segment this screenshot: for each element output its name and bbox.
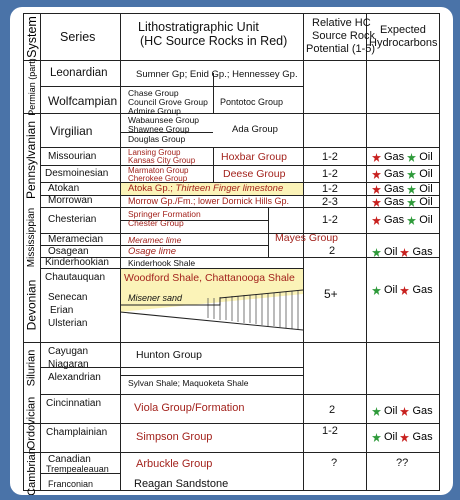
system-pennsylvanian: Pennsylvanian [24,120,39,200]
hc-gas-label: Gas [384,151,405,163]
unit-admire: Admire Group [128,106,181,116]
system-permian: Permian (part) [26,58,37,116]
hc-woodford [372,284,433,296]
series-meramecian: Meramecian [48,234,104,245]
series-cayugan: Cayugan [48,346,89,357]
hc-oil-label: Oil [384,405,398,417]
gas-star-icon [372,198,381,207]
hc-atokan [372,183,433,195]
series-erian: Erian [50,305,74,316]
system-devonian: Devonian [24,279,39,331]
hc-oil-label: Oil [419,196,433,208]
unit-wabaunsee: Wabaunsee Group [128,115,200,125]
header-unit-line2: (HC Source Rocks in Red) [140,34,288,48]
hc-gas-label: Gas [412,246,433,258]
hc-arbuckle: ?? [396,457,409,469]
oil-star-icon [407,153,416,162]
unit-council-grove: Council Grove Group [128,97,208,107]
unit-douglas: Douglas Group [128,134,186,144]
series-canadian: Canadian [48,454,91,465]
header-series: Series [60,30,96,44]
gas-star-icon [372,216,381,225]
hc-oil-label: Oil [384,431,398,443]
oil-star-icon [407,185,416,194]
oil-star-icon [407,170,416,179]
series-chesterian: Chesterian [48,214,97,225]
hc-morrowan [372,196,433,208]
oil-star-icon [372,433,381,442]
series-trempealeauan: Trempealeauan [46,464,109,474]
unit-kinderhook: Kinderhook Shale [128,258,196,268]
header-potential-line1: Relative HC [312,17,371,29]
potential-woodford: 5+ [324,287,338,301]
header-expected-line1: Expected [380,24,426,36]
series-leonardian: Leonardian [50,67,108,79]
hc-gas-label: Gas [384,168,405,180]
hc-chesterian [372,214,433,226]
unit-deese: Deese Group [223,168,286,180]
potential-desmoinesian: 1-2 [322,168,338,180]
unit-reagan: Reagan Sandstone [134,478,229,490]
potential-missourian: 1-2 [322,151,338,163]
series-atokan: Atokan [48,183,80,194]
unit-atoka-group: Atoka Gp.; [128,183,176,194]
series-cincinnatian: Cincinnatian [46,398,102,409]
unit-lansing: Lansing Group [128,148,181,157]
unit-shawnee: Shawnee Group [128,124,190,134]
series-champlainian: Champlainian [46,427,108,438]
gas-star-icon [372,153,381,162]
unit-atoka [128,184,283,194]
series-missourian: Missourian [48,151,97,162]
hc-viola [372,405,433,417]
hc-simpson [372,431,433,443]
oil-star-icon [372,407,381,416]
hc-gas-label: Gas [412,405,433,417]
unit-kansas-city: Kansas City Group [128,156,196,165]
potential-osagean: 2 [329,245,336,257]
series-ulsterian: Ulsterian [48,318,88,329]
series-wolfcampian: Wolfcampian [48,94,118,108]
unit-chase: Chase Group [128,88,179,98]
gas-star-icon [400,407,409,416]
unit-osage: Osage lime [128,246,177,257]
system-ordovician: Ordovician [25,396,38,450]
unit-springer: Springer Formation [128,209,201,219]
series-kinderhookian: Kinderhookian [45,257,109,268]
unit-woodford: Woodford Shale, Chattanooga Shale [124,272,295,284]
header-system: System [24,15,39,58]
hc-osagean [372,246,433,258]
hc-oil-label: Oil [419,183,433,195]
series-osagean: Osagean [48,246,89,257]
system-mississippian: Mississippian [26,207,37,268]
gas-star-icon [372,185,381,194]
stratigraphic-chart [10,7,453,495]
system-silurian: Silurian [25,349,38,387]
series-senecan: Senecan [48,292,88,303]
oil-star-icon [407,198,416,207]
unit-hoxbar: Hoxbar Group [221,151,287,163]
unit-sylvan: Sylvan Shale; Maquoketa Shale [128,378,249,388]
series-alexandrian: Alexandrian [48,372,101,383]
series-franconian: Franconian [48,479,94,489]
potential-simpson: 1-2 [322,425,338,437]
header-expected-line2: Hydrocarbons [369,37,438,49]
oil-star-icon [372,248,381,257]
unit-misener: Misener sand [128,293,183,303]
unit-hunton: Hunton Group [136,349,202,361]
unit-marmaton: Marmaton Group [128,166,189,175]
hc-missourian [372,151,433,163]
system-cambrian: Cambrian [25,447,38,495]
potential-chesterian: 1-2 [322,214,338,226]
gas-star-icon [400,433,409,442]
oil-star-icon [407,216,416,225]
unit-viola: Viola Group/Formation [134,402,245,414]
unit-meramec: Meramec lime [128,235,182,245]
gas-star-icon [400,248,409,257]
unit-arbuckle: Arbuckle Group [136,458,213,470]
unit-thirteen-finger: Thirteen Finger limestone [175,183,284,194]
hc-gas-label: Gas [412,284,433,296]
unit-simpson: Simpson Group [136,431,213,443]
series-desmoinesian: Desmoinesian [45,168,109,179]
header-unit-line1: Lithostratigraphic Unit [138,20,259,34]
unit-cherokee: Cherokee Group [128,174,188,183]
unit-ada: Ada Group [232,124,278,135]
hc-gas-label: Gas [384,214,405,226]
oil-star-icon [372,286,381,295]
unit-morrow: Morrow Gp./Fm.; lower Dornick Hills Gp. [128,196,290,206]
unit-chester: Chester Group [128,218,184,228]
hc-oil-label: Oil [384,284,398,296]
hc-gas-label: Gas [412,431,433,443]
hc-gas-label: Gas [384,196,405,208]
hc-oil-label: Oil [419,151,433,163]
hc-oil-label: Oil [419,168,433,180]
potential-arbuckle: ? [331,457,338,469]
header-potential-line2: Source Rock [312,30,375,42]
hc-desmoinesian [372,168,433,180]
series-chautauquan: Chautauquan [45,272,106,283]
potential-viola: 2 [329,404,336,416]
series-virgilian: Virgilian [50,124,93,138]
potential-morrowan: 2-3 [322,196,338,208]
unit-mayes: Mayes Group [275,232,339,244]
header-potential-line3: Potential (1-5) [306,43,376,55]
gas-star-icon [372,170,381,179]
hc-oil-label: Oil [419,214,433,226]
unit-pontotoc: Pontotoc Group [220,97,284,107]
unit-sumner: Sumner Gp; Enid Gp.; Hennessey Gp. [136,69,298,80]
series-niagaran: Niagaran [48,359,89,370]
hc-oil-label: Oil [384,246,398,258]
potential-atokan: 1-2 [322,183,338,195]
series-morrowan: Morrowan [48,195,93,206]
gas-star-icon [400,286,409,295]
hc-gas-label: Gas [384,183,405,195]
